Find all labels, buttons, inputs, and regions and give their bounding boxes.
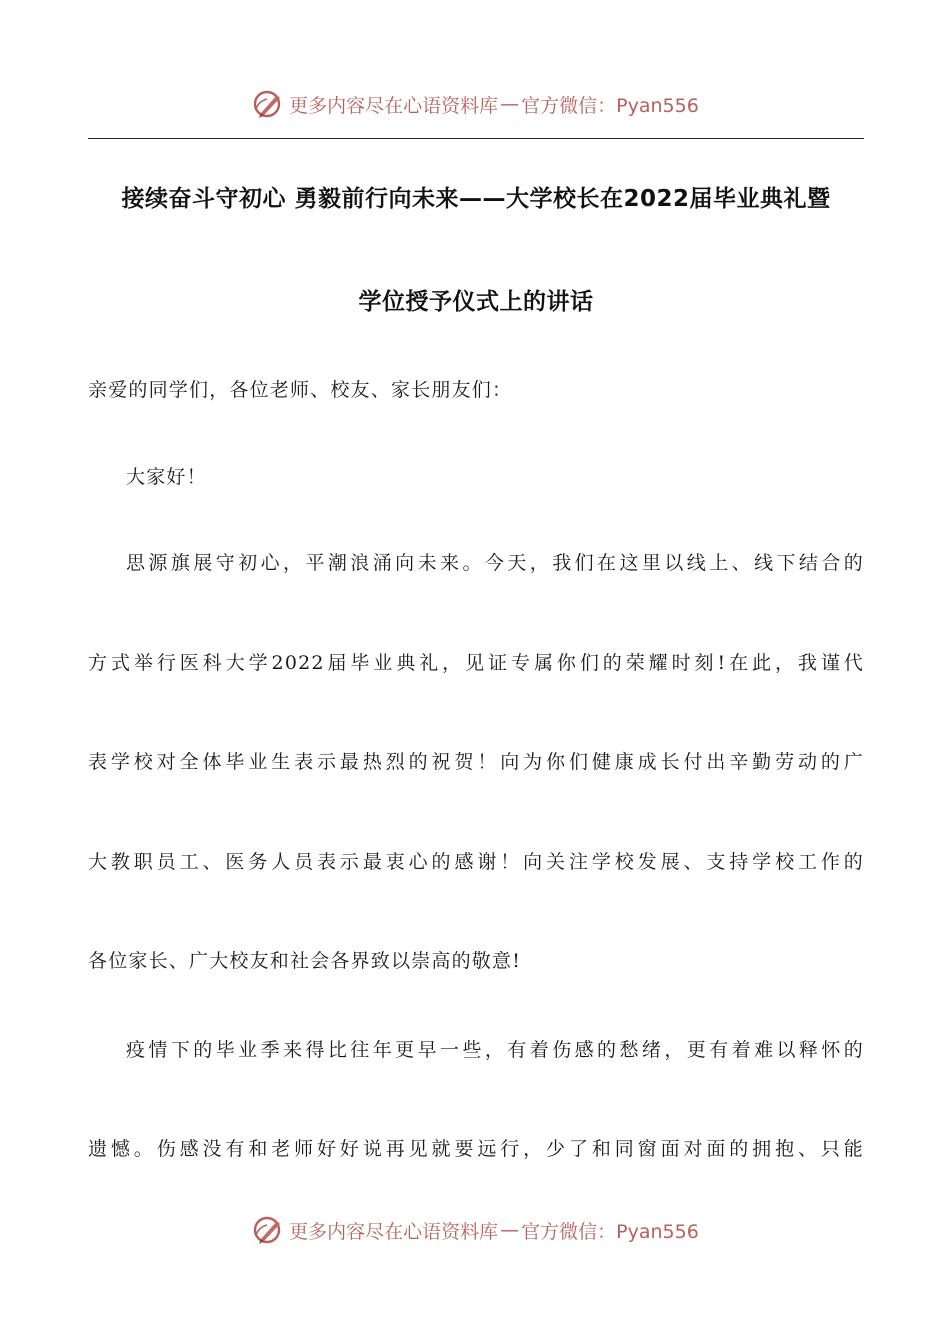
pen-logo-icon bbox=[251, 87, 285, 121]
banner-text: 更多内容尽在心语资料库 bbox=[289, 1220, 499, 1243]
banner-wechat: 官方微信：Pyan556 bbox=[521, 1220, 699, 1243]
document-title-line-2: 学位授予仪式上的讲话 bbox=[358, 289, 594, 315]
pen-logo-icon bbox=[251, 1213, 285, 1247]
paragraph-line: 思源旗展守初心，平潮浪涌向未来。今天，我们在这里以线上、线下结合的 bbox=[126, 552, 864, 574]
header-rule bbox=[88, 138, 864, 139]
paragraph-line: 遗憾。伤感没有和老师好好说再见就要远行，少了和同窗面对面的拥抱、只能 bbox=[88, 1138, 864, 1160]
salutation: 亲爱的同学们，各位老师、校友、家长朋友们： bbox=[88, 379, 513, 401]
paragraph-line: 疫情下的毕业季来得比往年更早一些，有着伤感的愁绪，更有着难以释怀的 bbox=[126, 1039, 864, 1061]
paragraph-line: 表学校对全体毕业生表示最热烈的祝贺！向为你们健康成长付出辛勤劳动的广 bbox=[88, 751, 864, 773]
footer-banner bbox=[0, 1210, 950, 1250]
banner-dash: — bbox=[500, 93, 520, 115]
paragraph-line: 大教职员工、医务人员表示最衷心的感谢！向关注学校发展、支持学校工作的 bbox=[88, 851, 864, 873]
document-title-line-1: 接续奋斗守初心 勇毅前行向未来——大学校长在2022届毕业典礼暨 bbox=[121, 186, 831, 212]
paragraph-line: 方式举行医科大学2022届毕业典礼，见证专属你们的荣耀时刻!在此，我谨代 bbox=[88, 652, 864, 674]
header-banner bbox=[0, 84, 950, 124]
banner-wechat: 官方微信：Pyan556 bbox=[521, 94, 699, 117]
banner-text: 更多内容尽在心语资料库 bbox=[289, 94, 499, 117]
banner-dash: — bbox=[500, 1219, 520, 1241]
paragraph-line: 各位家长、广大校友和社会各界致以崇高的敬意! bbox=[88, 950, 522, 972]
greeting: 大家好！ bbox=[126, 466, 207, 488]
